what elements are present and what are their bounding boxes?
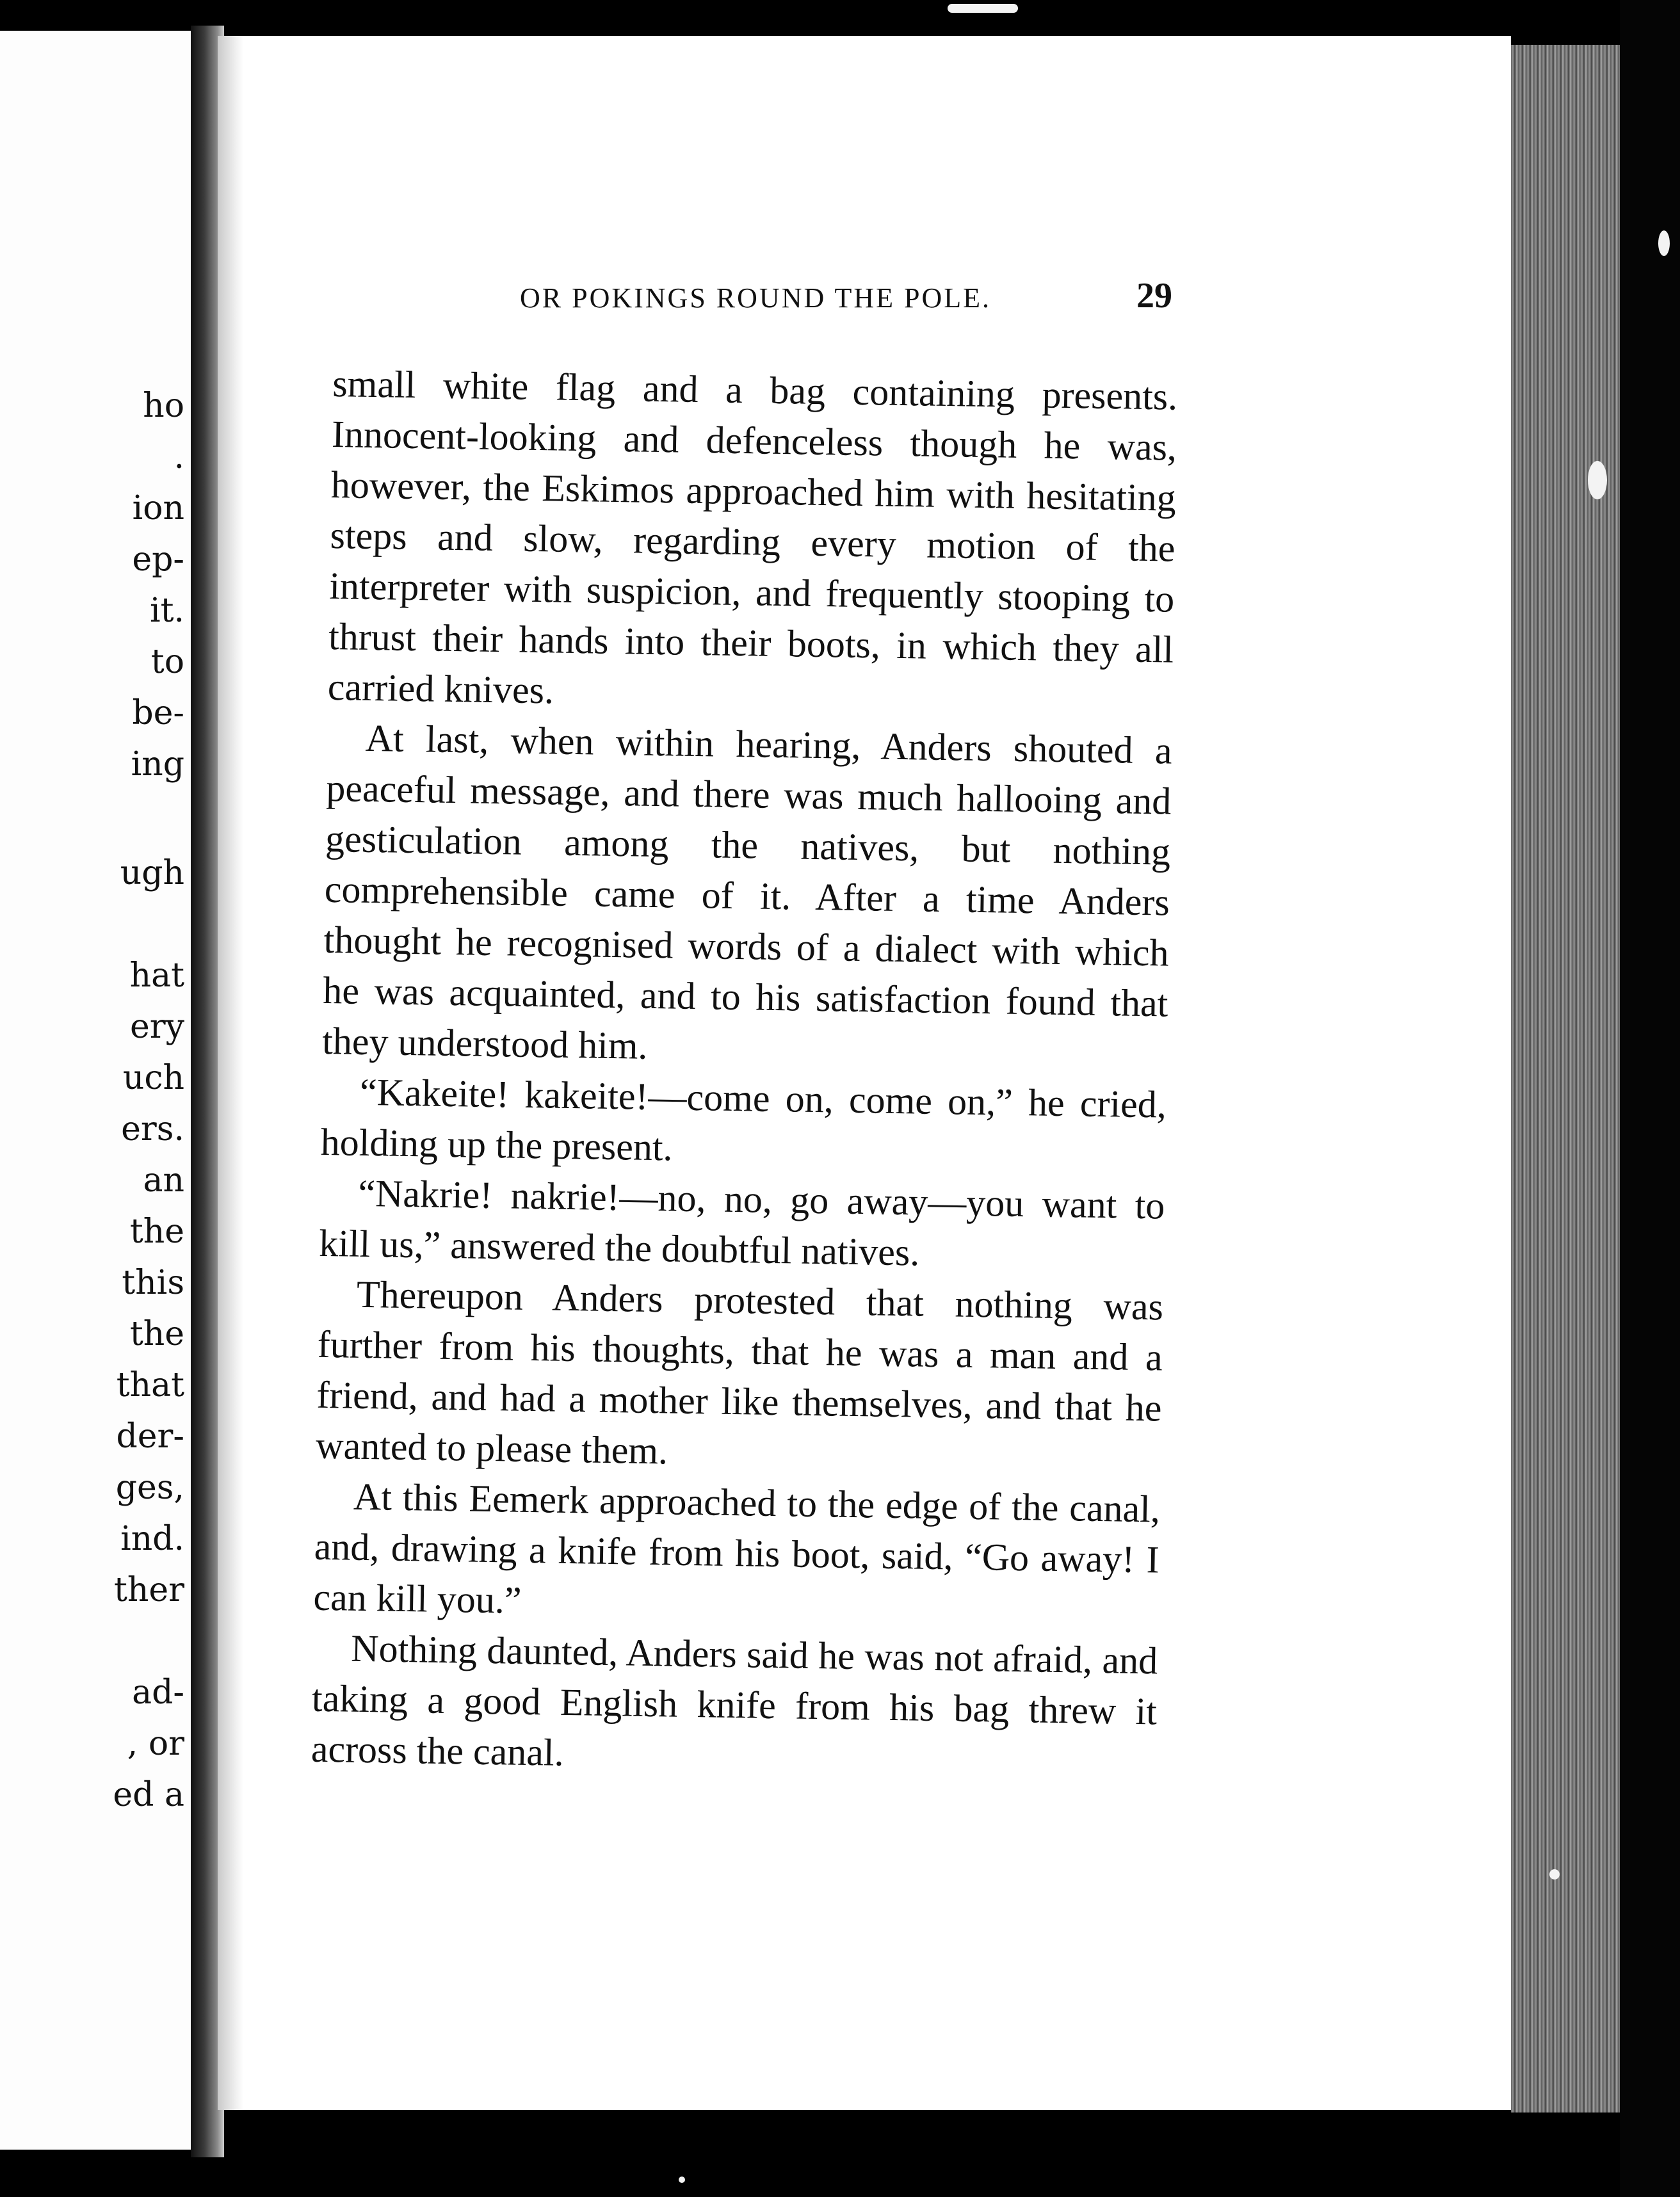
left-line-fragment: ad-: [132, 1673, 184, 1712]
left-line-fragment: ion: [132, 489, 184, 527]
left-line-fragment: hat: [129, 956, 184, 995]
left-line-fragment: that: [116, 1366, 184, 1404]
left-line-fragment: ges,: [115, 1469, 184, 1507]
left-line-fragment: ed a: [113, 1776, 184, 1814]
left-line-fragment: ery: [129, 1008, 184, 1046]
page-number: 29: [1136, 276, 1172, 316]
left-line-fragment: der-: [116, 1417, 184, 1456]
scan-speck: [948, 4, 1018, 13]
left-line-fragment: ep-: [132, 540, 184, 579]
scan-speck: [1549, 1869, 1560, 1879]
left-line-fragment: uch: [122, 1059, 184, 1097]
scan-speck: [1588, 461, 1607, 499]
scan-border: [1620, 0, 1680, 2197]
left-line-fragment: ho: [143, 387, 184, 425]
running-head: OR POKINGS ROUND THE POLE.: [519, 282, 991, 314]
left-line-fragment: ind.: [120, 1520, 184, 1558]
paragraph: “Nakrie! nakrie!—no, no, go away—you want to kill us,” answered the doubtful natives.: [318, 1171, 1165, 1274]
paragraph: Thereupon Anders protested that nothing was further from his thoughts, that he was a man and a friend, and had a mother like themselves, and that he wanted to please them.: [315, 1273, 1164, 1472]
left-line-fragment: an: [143, 1161, 184, 1200]
left-line-fragment: ugh: [120, 854, 184, 892]
left-line-fragment: it.: [149, 592, 184, 630]
left-line-fragment: be-: [132, 694, 184, 732]
paragraph: Nothing daunted, Anders said he was not afraid, and taking a good English knife from his bag threw it across the canal.: [311, 1627, 1158, 1774]
scan-speck: [679, 2177, 685, 2183]
left-line-fragment: , or: [127, 1725, 184, 1763]
left-line-fragment: this: [122, 1264, 184, 1302]
previous-page-edge: [0, 31, 191, 2150]
scan-speck: [1658, 230, 1670, 256]
paragraph: “Kakeite! kakeite!—come on, come on,” he cried, holding up the present.: [320, 1070, 1167, 1169]
paragraph: At this Eemerk approached to the edge of the canal, and, drawing a knife from his boot, said, “Go away! I can kill you.”: [313, 1475, 1161, 1622]
left-line-fragment: .: [174, 438, 184, 476]
left-line-fragment: to: [150, 643, 184, 681]
body-text: [311, 358, 1178, 1787]
paragraph: small white flag and a bag containing presents. Innocent-looking and defenceless though he was, however, the Eskimos approached him with hesitating steps and slow, regarding every motion of the interpreter with suspicion, and frequently stooping to thrust their hands into their boots, in which they all carried knives.: [327, 362, 1178, 712]
left-line-fragment: the: [129, 1212, 184, 1251]
paragraph: At last, when within hearing, Anders shouted a peaceful message, and there was much hallooing and gesticulation among the natives, but nothing comprehensible came of it. After a time Anders thought he recognised words of a dialect with which he was acquainted, and to his satisfaction found that they understood him.: [321, 716, 1173, 1067]
left-line-fragment: ers.: [121, 1110, 184, 1148]
left-line-fragment: ing: [131, 745, 184, 784]
page-shadow: [218, 36, 243, 2110]
left-line-fragment: ther: [113, 1571, 184, 1609]
page-stack-edge: [1511, 45, 1620, 2112]
left-line-fragment: the: [129, 1315, 184, 1353]
